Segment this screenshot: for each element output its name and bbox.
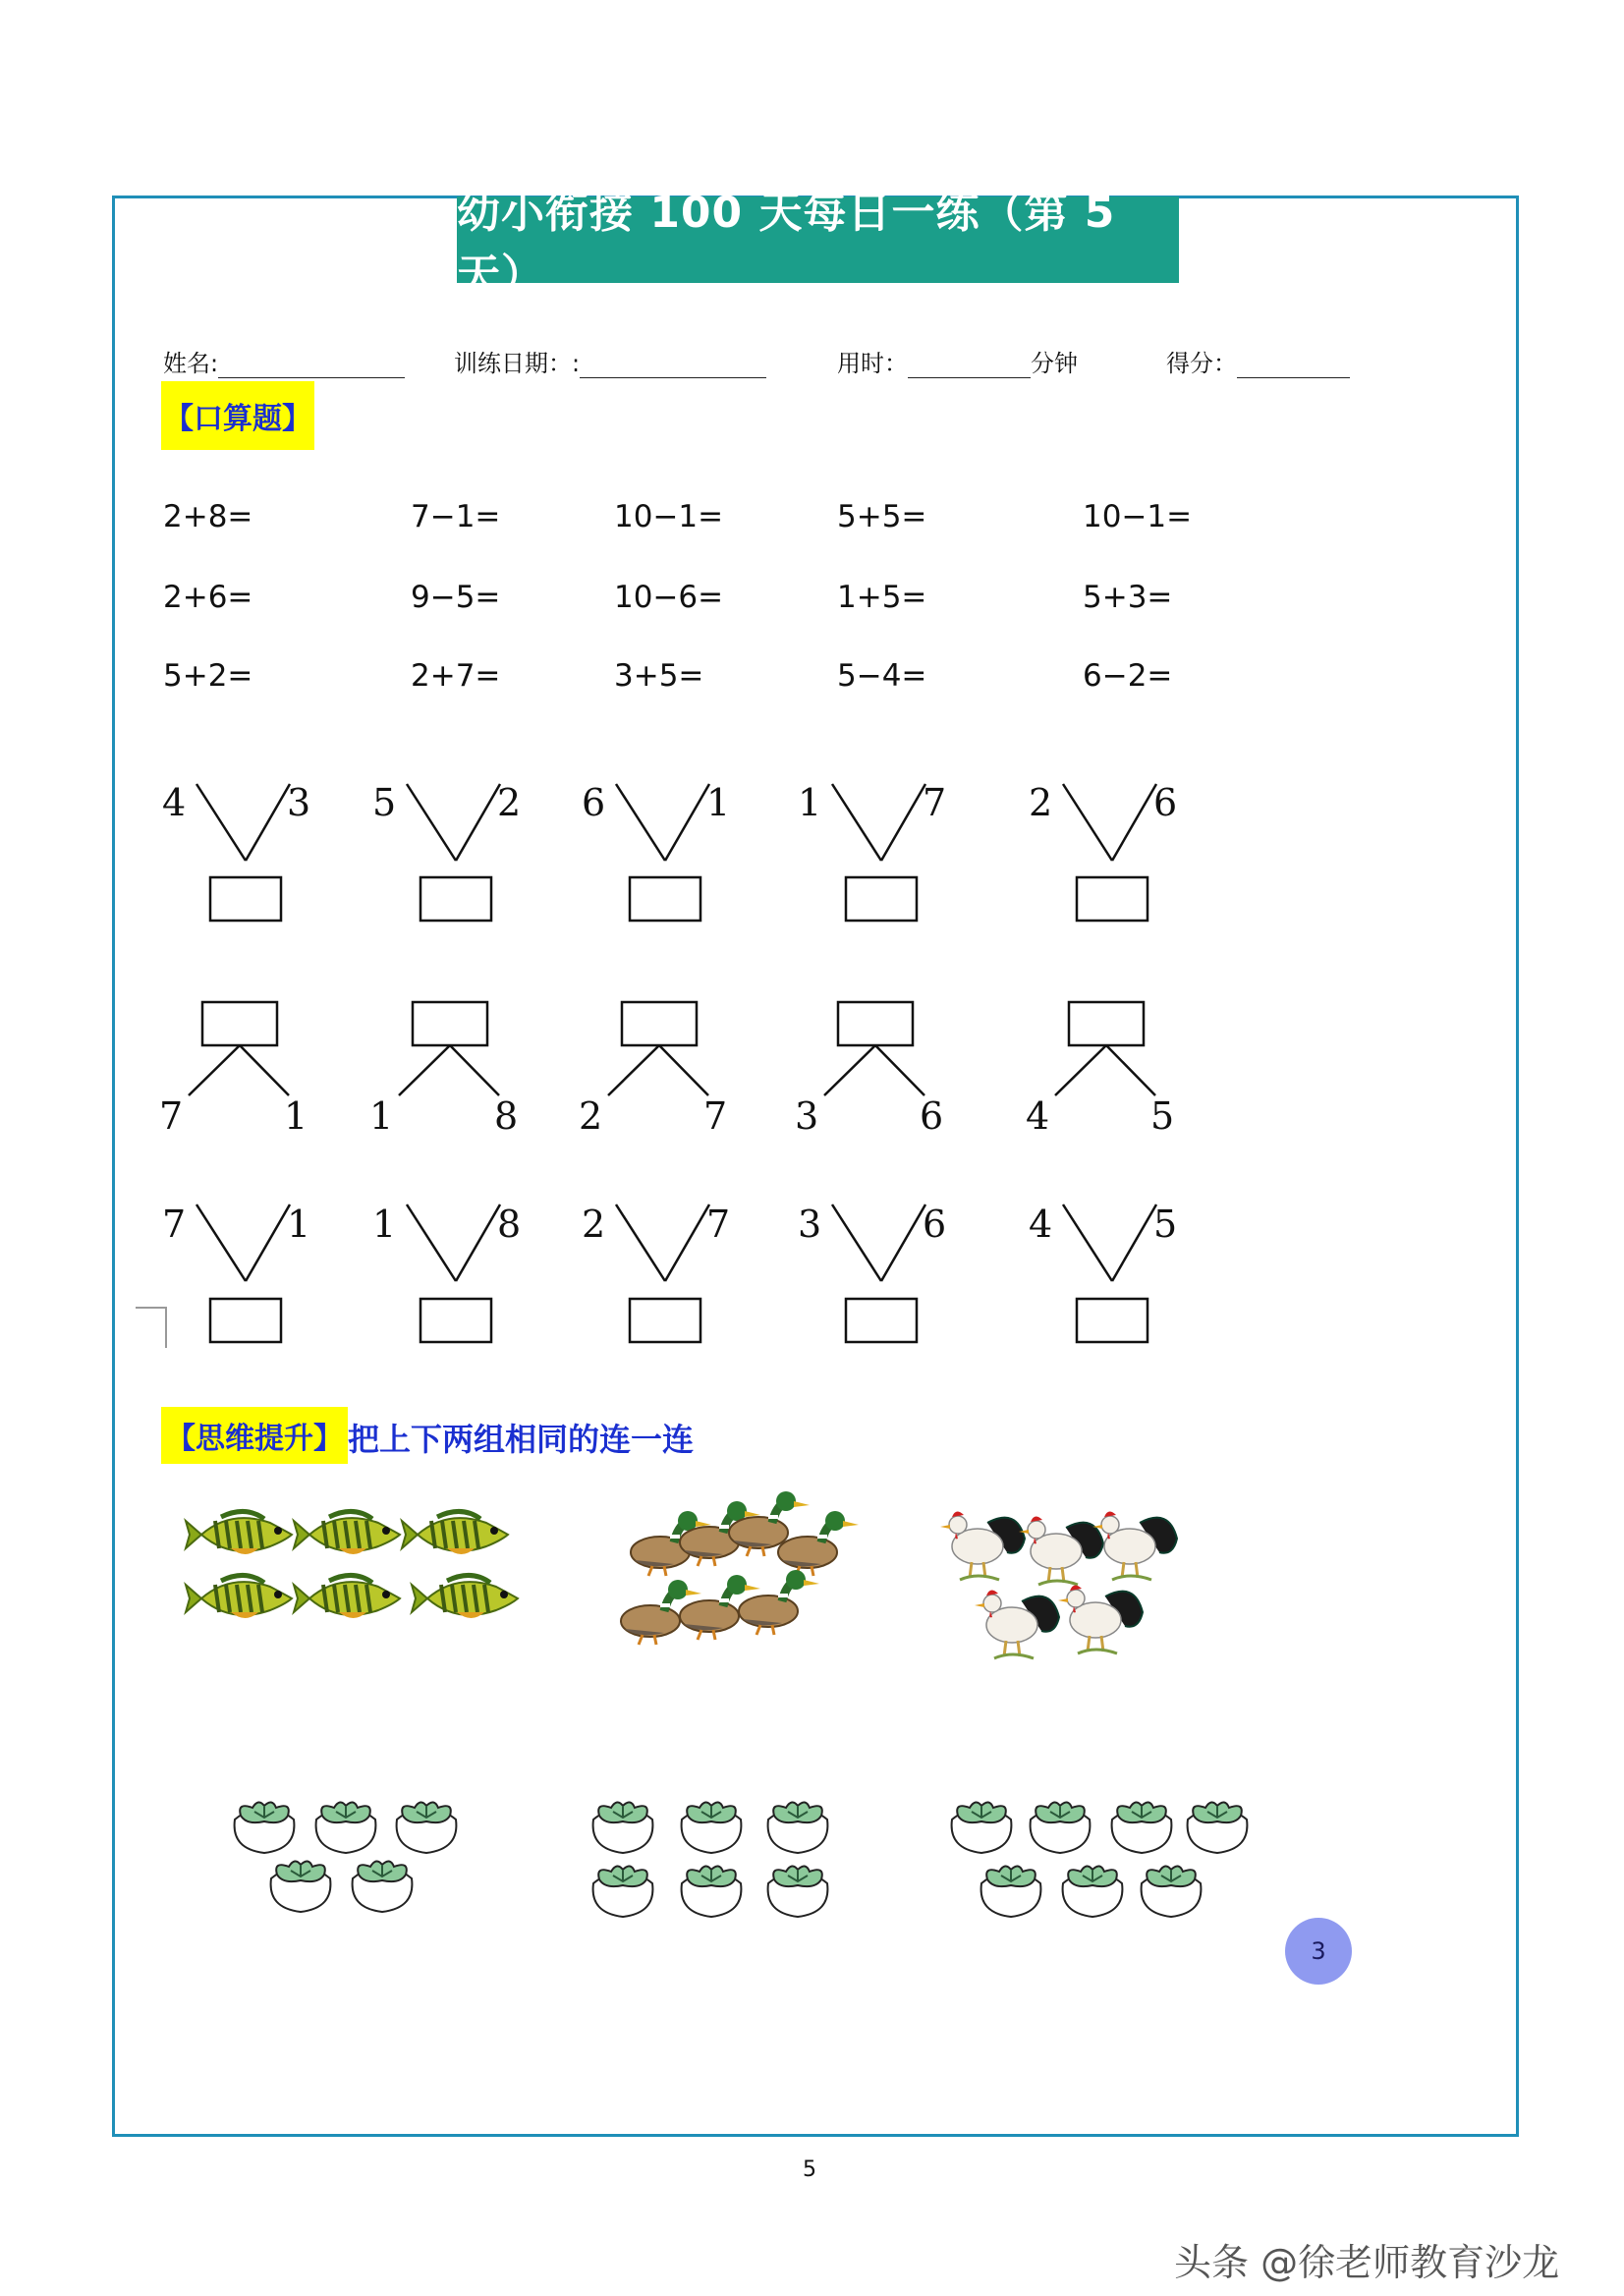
- fish-icon: [294, 1511, 400, 1554]
- persimmon-icon: [397, 1802, 457, 1853]
- decompose-number: 5: [372, 781, 397, 824]
- decompose-number: 2: [1029, 781, 1053, 824]
- decompose-number: 7: [159, 1094, 184, 1138]
- decompose-number: 4: [1029, 1203, 1053, 1246]
- decompose-number: 3: [798, 1203, 822, 1246]
- decompose-number: 7: [703, 1094, 728, 1138]
- math-problem: 5−4=: [837, 658, 927, 694]
- persimmon-icon: [682, 1866, 742, 1917]
- decompose-number: 1: [287, 1203, 311, 1246]
- decompose-number: 4: [162, 781, 187, 824]
- fish-icon: [402, 1511, 508, 1554]
- math-problem: 5+5=: [837, 499, 927, 534]
- persimmon-icon: [981, 1866, 1041, 1917]
- matching-instruction: 把上下两组相同的连一连: [348, 1421, 695, 1458]
- decompose-number: 8: [494, 1094, 519, 1138]
- decompose-number: 1: [369, 1094, 394, 1138]
- duck-icon: [739, 1570, 819, 1635]
- persimmon-icon: [593, 1866, 653, 1917]
- persimmon-icon: [593, 1802, 653, 1853]
- math-problem: 2+8=: [163, 499, 253, 534]
- math-problem: 10−1=: [1083, 499, 1193, 534]
- section-mental-math-label: 【口算题】: [161, 381, 314, 450]
- rooster-icon: [1019, 1516, 1103, 1585]
- decompose-number: 6: [920, 1094, 944, 1138]
- page-badge: 3: [1285, 1918, 1352, 1985]
- decompose-number: 4: [1026, 1094, 1050, 1138]
- decompose-number: 1: [372, 1203, 397, 1246]
- decompose-number: 6: [582, 781, 606, 824]
- fish-icon: [186, 1511, 292, 1554]
- math-problem: 10−1=: [614, 499, 724, 534]
- decompose-number: 2: [579, 1094, 603, 1138]
- rooster-icon: [1092, 1511, 1177, 1580]
- math-problem: 7−1=: [411, 499, 501, 534]
- math-problem: 5+3=: [1083, 580, 1173, 615]
- decompose-number: 5: [1153, 1203, 1178, 1246]
- math-problem: 3+5=: [614, 658, 704, 694]
- page-title: 幼小衔接 100 天每日一练（第 5 天）: [457, 196, 1179, 283]
- rooster-icon: [975, 1590, 1059, 1658]
- decompose-number: 2: [582, 1203, 606, 1246]
- rooster-icon: [1058, 1585, 1143, 1653]
- decompose-number: 3: [287, 781, 311, 824]
- score-label: 得分：: [1166, 350, 1237, 377]
- decompose-number: 7: [706, 1203, 731, 1246]
- fish-icon: [412, 1575, 518, 1618]
- time-label: 用时：: [837, 350, 908, 377]
- duck-icon: [778, 1511, 859, 1576]
- persimmon-icon: [235, 1802, 295, 1853]
- decompose-number: 6: [923, 1203, 947, 1246]
- decompose-number: 6: [1153, 781, 1178, 824]
- decompose-number: 1: [798, 781, 822, 824]
- math-problem: 2+7=: [411, 658, 501, 694]
- decompose-number: 7: [923, 781, 947, 824]
- persimmon-icon: [682, 1802, 742, 1853]
- rooster-icon: [940, 1511, 1025, 1580]
- persimmon-icon: [1112, 1802, 1172, 1853]
- page-number: 5: [803, 2157, 816, 2182]
- math-problem: 1+5=: [837, 580, 927, 615]
- persimmon-icon: [316, 1802, 376, 1853]
- persimmon-icon: [271, 1861, 331, 1912]
- persimmon-icon: [353, 1861, 413, 1912]
- persimmon-icon: [1142, 1866, 1202, 1917]
- date-label: 训练日期：:: [454, 350, 581, 377]
- decompose-number: 5: [1150, 1094, 1175, 1138]
- persimmon-icon: [768, 1866, 828, 1917]
- persimmon-icon: [768, 1802, 828, 1853]
- persimmon-icon: [1063, 1866, 1123, 1917]
- persimmon-icon: [1188, 1802, 1248, 1853]
- decompose-number: 7: [162, 1203, 187, 1246]
- persimmon-icon: [1031, 1802, 1091, 1853]
- section-thinking-label: 【思维提升】: [161, 1407, 348, 1464]
- decompose-number: 3: [795, 1094, 819, 1138]
- decompose-number: 8: [497, 1203, 522, 1246]
- decompose-number: 2: [497, 781, 522, 824]
- watermark: 头条 @徐老师教育沙龙: [1174, 2241, 1560, 2284]
- math-problem: 5+2=: [163, 658, 253, 694]
- time-unit: 分钟: [1031, 350, 1078, 377]
- math-problem: 10−6=: [614, 580, 724, 615]
- fish-icon: [186, 1575, 292, 1618]
- math-problem: 6−2=: [1083, 658, 1173, 694]
- persimmon-icon: [952, 1802, 1012, 1853]
- math-problem: 2+6=: [163, 580, 253, 615]
- name-label: 姓名:: [163, 350, 219, 377]
- decompose-number: 1: [284, 1094, 308, 1138]
- fish-icon: [294, 1575, 400, 1618]
- decompose-number: 1: [706, 781, 731, 824]
- math-problem: 9−5=: [411, 580, 501, 615]
